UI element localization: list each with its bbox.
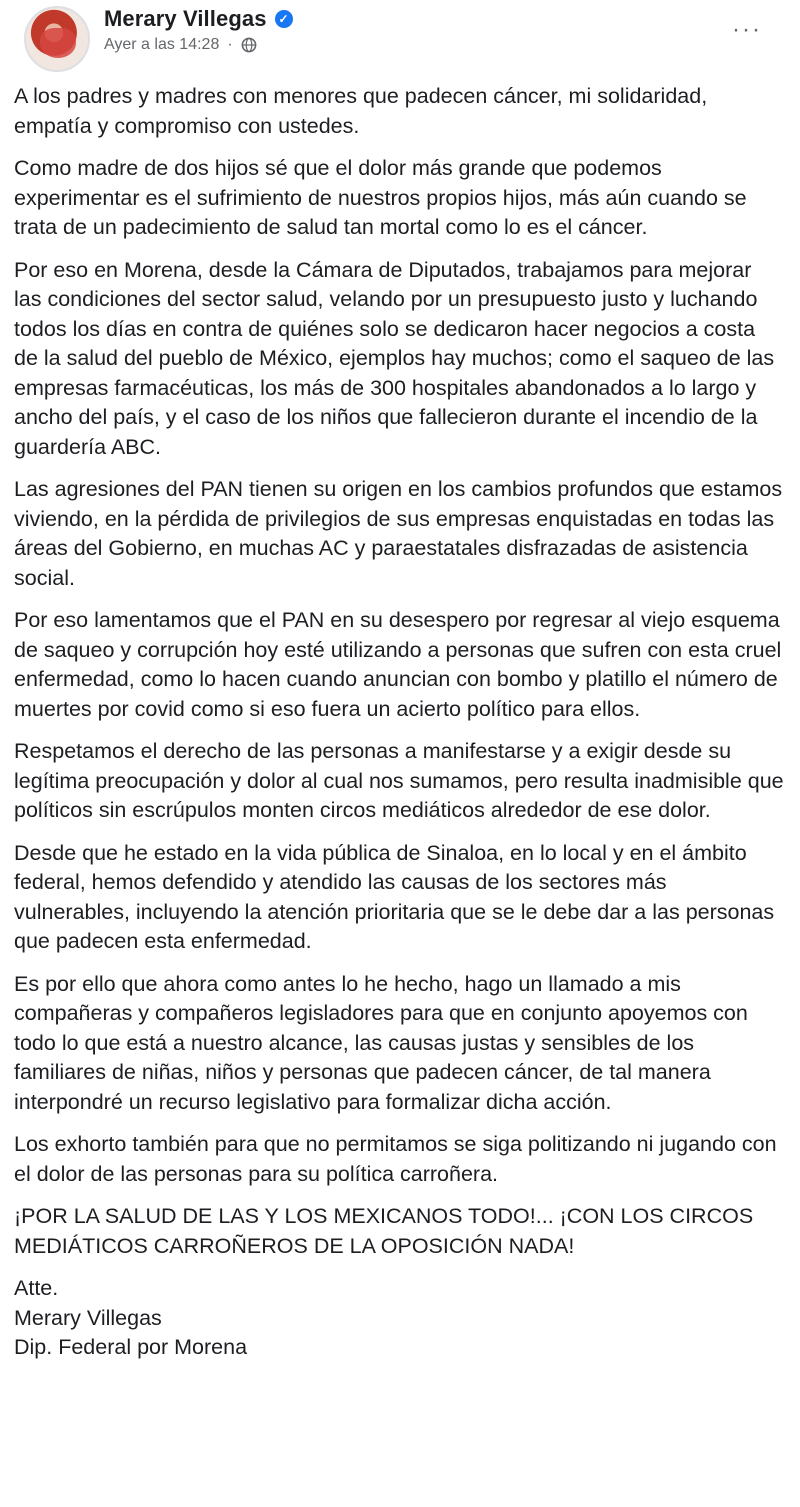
post-timestamp[interactable]: Ayer a las 14:28 [104,36,220,53]
author-name[interactable]: Merary Villegas [104,6,267,31]
post-paragraph: Respetamos el derecho de las personas a manifestarse y a exigir desde su legítima preocupación y dolor al cual nos sumamos, pero resulta inadmisible que políticos sin escrúpulos monten circos mediáticos alrededor de ese dolor. [14,739,784,822]
post-paragraph: Por eso en Morena, desde la Cámara de Diputados, trabajamos para mejorar las condiciones del sector salud, velando por un presupuesto justo y luchando todos los días en contra de quiénes solo se dedicaron hacer negocios a costa de la salud del pueblo de México, ejemplos hay muchos; como el saqueo de las empresas farmacéuticas, los más de 300 hospitales abandonados a lo largo y ancho del país, y el caso de los niños que fallecieron durante el incendio de la guardería ABC. [14,257,775,459]
signature-line: Dip. Federal por Morena [14,1335,248,1359]
post-paragraph: ¡POR LA SALUD DE LAS Y LOS MEXICANOS TODO!... ¡CON LOS CIRCOS MEDIÁTICOS CARROÑEROS DE LA OPOSICIÓN NADA! [14,1204,754,1258]
signature-line: Merary Villegas [14,1305,162,1330]
more-options-icon[interactable]: ··· [732,16,762,43]
avatar-photo [40,28,76,58]
post-meta [104,36,293,54]
avatar[interactable] [24,6,90,72]
post-paragraph: A los padres y madres con menores que padecen cáncer, mi solidaridad, empatía y compromiso con ustedes. [14,84,708,138]
post-paragraph: Por eso lamentamos que el PAN en su desespero por regresar al viejo esquema de saqueo y corrupción hoy esté utilizando a personas que sufren con esta cruel enfermedad, como lo hacen cuando anuncian con bombo y platillo el número de muertes por covid como si eso fuera un acierto político para ellos. [14,608,782,721]
meta-separator: · [227,36,233,53]
verified-badge-icon: ✓ [275,10,293,28]
globe-icon[interactable] [241,37,257,53]
author-block [104,6,293,54]
post-body [12,82,788,1363]
signature-line: Atte. [14,1276,59,1300]
post-paragraph: Es por ello que ahora como antes lo he hecho, hago un llamado a mis compañeras y compañeros legisladores para que en conjunto apoyemos con todo lo que está a nuestro alcance, las causas justas y sensibles de los familiares de niñas, niños y personas que padecen cáncer, de tal manera interpondré un recurso legislativo para formalizar dicha acción. [14,971,748,1114]
author-line [104,6,293,32]
post-paragraph: Desde que he estado en la vida pública de Sinaloa, en lo local y en el ámbito federal, hemos defendido y atendido las causas de los sectores más vulnerables, incluyendo la atención prioritaria que se le debe dar a las personas que padecen esta enfermedad. [14,840,775,953]
post-paragraph: Los exhorto también para que no permitamos se siga politizando ni jugando con el dolor de las personas para su política carroñera. [14,1132,777,1186]
post-paragraph: Las agresiones del PAN tienen su origen en los cambios profundos que estamos viviendo, en la pérdida de privilegios de sus empresas enquistadas en todas las áreas del Gobierno, en muchas AC y paraestatales disfrazadas de asistencia social. [14,477,783,590]
post-paragraph: Como madre de dos hijos sé que el dolor más grande que podemos experimentar es el sufrimiento de nuestros propios hijos, más aún cuando se trata de un padecimiento de salud tan mortal como lo es el cáncer. [14,156,747,239]
post-signature [14,1274,784,1363]
post-header [12,0,788,82]
